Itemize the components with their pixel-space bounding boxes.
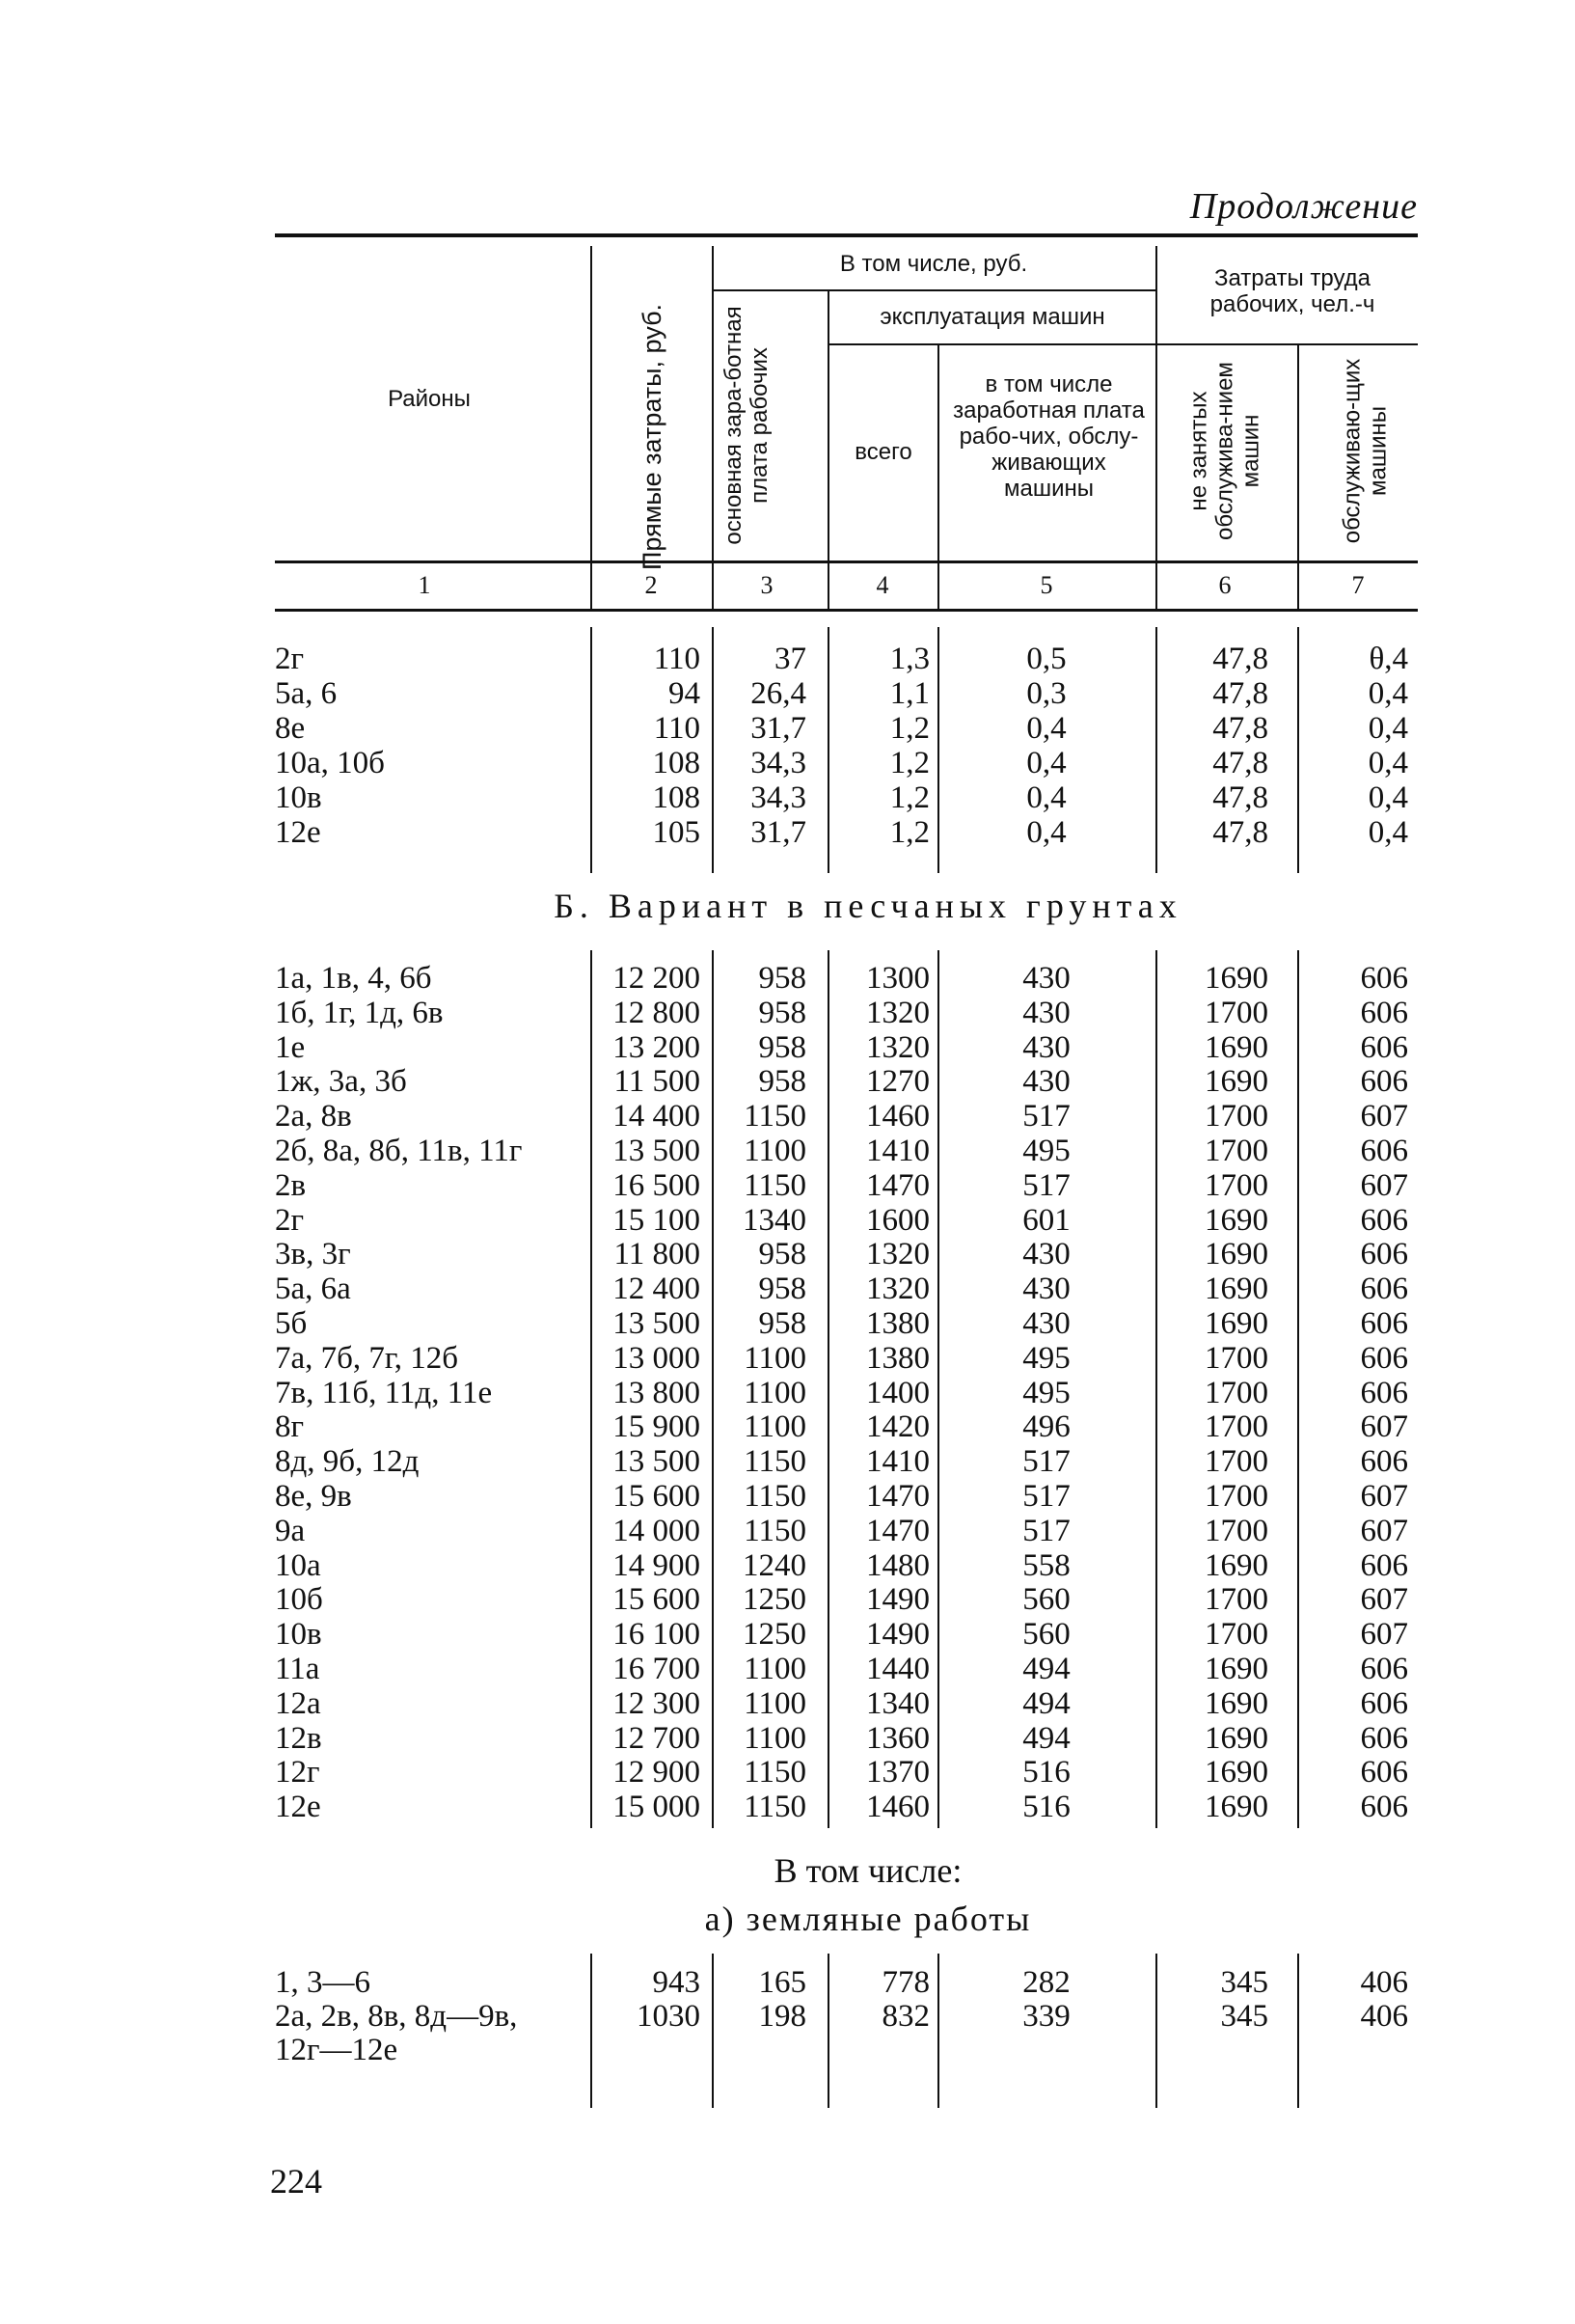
row-cell-value: 1690 (1205, 1237, 1268, 1272)
row-cell-value: 0,4 (1368, 815, 1408, 850)
row-cell-value: 958 (758, 1064, 806, 1100)
row-cell-value: 1360 (866, 1720, 930, 1756)
row-region-label: 10а (275, 1547, 321, 1583)
col-number: 1 (418, 571, 431, 599)
row-cell-value: 496 (1022, 1409, 1071, 1445)
row-cell-value: 606 (1360, 1685, 1408, 1721)
row-cell-value: 1700 (1205, 1582, 1268, 1618)
header-labor-group: Затраты труда рабочих, чел.-ч (1209, 265, 1375, 317)
row-cell-value: 606 (1360, 1375, 1408, 1410)
row-region-label: 9а (275, 1513, 306, 1548)
row-cell-value: 430 (1022, 1271, 1071, 1307)
body-divider (937, 1954, 939, 2108)
col-number: 4 (876, 571, 889, 599)
row-cell-value: 1470 (866, 1479, 930, 1514)
row-cell-value: 1,3 (889, 642, 930, 676)
row-cell-value: 958 (758, 961, 806, 996)
row-cell-value: 1150 (744, 1790, 806, 1825)
row-cell-value: 1690 (1205, 1306, 1268, 1341)
header-rayony: Районы (388, 386, 471, 412)
row-cell-value: 1250 (743, 1582, 806, 1618)
row-cell-value: 560 (1022, 1617, 1071, 1653)
row-cell-value: 1490 (866, 1617, 930, 1653)
row-cell-value: 495 (1022, 1340, 1071, 1376)
row-region-label: 12а (275, 1685, 321, 1721)
row-cell-value: 0,4 (1368, 746, 1408, 780)
row-cell-value: 1700 (1205, 995, 1268, 1030)
number-divider (828, 563, 829, 609)
row-cell-value: 1100 (744, 1720, 806, 1756)
header-bottom-rule (275, 560, 1418, 563)
row-cell-value: 606 (1360, 1720, 1408, 1756)
section-b-title: Б. Вариант в песчаных грунтах (554, 887, 1182, 925)
row-cell-value: 0,4 (1368, 676, 1408, 711)
row-region-label: 11а (275, 1652, 320, 1686)
row-cell-value: 1150 (744, 1444, 806, 1480)
row-region-label: 1е (275, 1029, 306, 1065)
row-cell-value: 606 (1360, 1134, 1408, 1168)
row-cell-value: 198 (758, 1999, 806, 2034)
labor-group-rule (1157, 343, 1418, 345)
row-cell-value: 12 400 (612, 1271, 700, 1307)
row-region-label: 8д, 9б, 12д (275, 1444, 420, 1480)
row-cell-value: 1600 (866, 1202, 930, 1238)
row-cell-value: 1700 (1205, 1340, 1268, 1376)
row-cell-value: 11 500 (613, 1064, 700, 1100)
row-region-label: 10в (275, 1617, 322, 1653)
row-cell-value: 494 (1022, 1720, 1071, 1756)
row-cell-value: 1700 (1205, 1099, 1268, 1135)
body-divider (712, 950, 714, 1828)
row-region-label: 2а, 8в (275, 1099, 352, 1135)
row-cell-value: 13 000 (612, 1340, 700, 1376)
row-region-label: 12е (275, 815, 321, 850)
row-cell-value: 517 (1022, 1444, 1071, 1480)
row-cell-value: 606 (1360, 961, 1408, 996)
row-region-label: 7а, 7б, 7г, 12б (275, 1340, 459, 1376)
row-cell-value: 430 (1022, 995, 1071, 1030)
row-cell-value: 943 (652, 1965, 700, 2000)
row-region-label: 7в, 11б, 11д, 11е (275, 1375, 493, 1410)
row-cell-value: 108 (652, 746, 700, 780)
row-cell-value: 1320 (866, 1029, 930, 1065)
row-cell-value: 958 (758, 1306, 806, 1341)
row-cell-value: 1,2 (889, 780, 930, 815)
row-cell-value: 0,4 (1026, 780, 1067, 815)
row-cell-value: 105 (652, 815, 700, 850)
row-cell-value: 1410 (866, 1134, 930, 1168)
body-divider (712, 627, 714, 873)
row-cell-value: 1690 (1205, 1652, 1268, 1686)
col-number: 3 (760, 571, 774, 599)
body-divider (1155, 1954, 1157, 2108)
row-cell-value: 606 (1360, 1237, 1408, 1272)
row-cell-value: 12 900 (612, 1755, 700, 1791)
row-region-label: 5а, 6 (275, 676, 338, 711)
row-cell-value: 495 (1022, 1134, 1071, 1168)
row-cell-value: 11 800 (613, 1237, 700, 1272)
body-divider (937, 950, 939, 1828)
row-cell-value: 31,7 (750, 711, 806, 746)
row-cell-value: 12 300 (612, 1685, 700, 1721)
row-cell-value: 778 (882, 1965, 930, 2000)
header-basic-wage: основная зара-ботная плата рабочих (720, 306, 773, 545)
row-cell-value: 15 600 (612, 1479, 700, 1514)
row-cell-value: 607 (1360, 1582, 1408, 1618)
row-cell-value: 47,8 (1212, 780, 1268, 815)
row-cell-value: 110 (653, 711, 700, 746)
row-cell-value: 1300 (866, 961, 930, 996)
row-cell-value: 606 (1360, 1547, 1408, 1583)
row-cell-value: 517 (1022, 1099, 1071, 1135)
row-cell-value: 12 800 (612, 995, 700, 1030)
row-cell-value: 1400 (866, 1375, 930, 1410)
body-divider (1297, 950, 1299, 1828)
row-cell-value: 1100 (744, 1340, 806, 1376)
row-region-label: 1б, 1г, 1д, 6в (275, 995, 444, 1030)
row-cell-value: 517 (1022, 1167, 1071, 1203)
row-cell-value: 15 100 (612, 1202, 700, 1238)
row-cell-value: 1470 (866, 1513, 930, 1548)
number-divider (1155, 563, 1157, 609)
row-cell-value: 12 200 (612, 961, 700, 996)
row-cell-value: 1690 (1205, 1547, 1268, 1583)
body-divider (828, 627, 829, 873)
header-machines-group: эксплуатация машин (880, 304, 1105, 330)
machines-group-rule (829, 343, 1155, 345)
row-cell-value: 47,8 (1212, 746, 1268, 780)
row-cell-value: 430 (1022, 961, 1071, 996)
row-cell-value: 560 (1022, 1582, 1071, 1618)
row-cell-value: 110 (653, 642, 700, 676)
row-cell-value: 1380 (866, 1340, 930, 1376)
row-region-label: 8г (275, 1409, 305, 1445)
row-cell-value: 13 500 (612, 1134, 700, 1168)
section-c-subtitle: а) земляные работы (704, 1900, 1032, 1938)
row-cell-value: 339 (1022, 1999, 1071, 2034)
row-cell-value: 601 (1022, 1202, 1071, 1238)
row-cell-value: 516 (1022, 1755, 1071, 1791)
row-cell-value: 606 (1360, 1064, 1408, 1100)
row-cell-value: θ,4 (1369, 642, 1408, 676)
row-cell-value: 1,2 (889, 746, 930, 780)
row-cell-value: 345 (1220, 1999, 1268, 2034)
row-cell-value: 607 (1360, 1617, 1408, 1653)
money-group-rule (712, 289, 1155, 291)
row-cell-value: 607 (1360, 1479, 1408, 1514)
section-c-title: В том числе: (774, 1851, 963, 1890)
row-cell-value: 1,2 (889, 815, 930, 850)
row-cell-value: 1370 (866, 1755, 930, 1791)
row-cell-value: 606 (1360, 995, 1408, 1030)
row-cell-value: 1100 (744, 1652, 806, 1686)
row-region-label: 10в (275, 780, 322, 815)
row-cell-value: 0,3 (1026, 676, 1067, 711)
row-cell-value: 12 700 (612, 1720, 700, 1756)
row-cell-value: 1690 (1205, 1202, 1268, 1238)
row-cell-value: 958 (758, 995, 806, 1030)
row-cell-value: 14 400 (612, 1099, 700, 1135)
row-cell-value: 282 (1022, 1965, 1071, 2000)
row-cell-value: 1150 (744, 1479, 806, 1514)
row-cell-value: 14 000 (612, 1513, 700, 1548)
row-cell-value: 1690 (1205, 1790, 1268, 1825)
row-cell-value: 1,1 (889, 676, 930, 711)
col-number: 6 (1218, 571, 1232, 599)
row-cell-value: 1690 (1205, 1755, 1268, 1791)
continuation-label: Продолжение (1189, 186, 1418, 227)
row-cell-value: 832 (882, 1999, 930, 2034)
row-cell-value: 1690 (1205, 1029, 1268, 1065)
header-total: всего (855, 439, 912, 465)
row-region-label: 2в (275, 1167, 307, 1203)
row-cell-value: 430 (1022, 1306, 1071, 1341)
row-cell-value: 165 (758, 1965, 806, 2000)
row-cell-value: 606 (1360, 1340, 1408, 1376)
row-cell-value: 1340 (866, 1685, 930, 1721)
row-region-label: 8е (275, 711, 306, 746)
row-cell-value: 15 000 (612, 1790, 700, 1825)
row-cell-value: 94 (668, 676, 700, 711)
row-cell-value: 958 (758, 1029, 806, 1065)
row-cell-value: 1690 (1205, 1064, 1268, 1100)
row-cell-value: 406 (1360, 1999, 1408, 2034)
number-divider (937, 563, 939, 609)
row-cell-value: 15 900 (612, 1409, 700, 1445)
row-region-label: 2г (275, 1202, 305, 1238)
body-divider (828, 1954, 829, 2108)
row-region-label: 12г (275, 1755, 320, 1791)
row-cell-value: 607 (1360, 1513, 1408, 1548)
header-divider (937, 345, 939, 560)
row-cell-value: 1700 (1205, 1167, 1268, 1203)
row-cell-value: 406 (1360, 1965, 1408, 2000)
row-cell-value: 1320 (866, 995, 930, 1030)
row-cell-value: 37 (774, 642, 806, 676)
row-cell-value: 0,4 (1026, 746, 1067, 780)
row-cell-value: 430 (1022, 1064, 1071, 1100)
row-cell-value: 517 (1022, 1513, 1071, 1548)
row-region-label: 3в, 3г (275, 1237, 351, 1272)
numbers-bottom-rule (275, 609, 1418, 612)
row-cell-value: 607 (1360, 1167, 1408, 1203)
row-region-label: 8е, 9в (275, 1479, 352, 1514)
row-cell-value: 1150 (744, 1513, 806, 1548)
row-cell-value: 430 (1022, 1029, 1071, 1065)
row-region-label: 1а, 1в, 4, 6б (275, 961, 432, 996)
number-divider (712, 563, 714, 609)
col-number: 5 (1040, 571, 1053, 599)
row-cell-value: 1470 (866, 1167, 930, 1203)
row-cell-value: 494 (1022, 1652, 1071, 1686)
row-cell-value: 1150 (744, 1099, 806, 1135)
row-cell-value: 958 (758, 1237, 806, 1272)
row-cell-value: 0,4 (1026, 815, 1067, 850)
row-cell-value: 1700 (1205, 1134, 1268, 1168)
row-cell-value: 13 200 (612, 1029, 700, 1065)
header-not-serving: не занятых обслужива-нием машин (1185, 362, 1264, 540)
row-cell-value: 606 (1360, 1790, 1408, 1825)
row-cell-value: 1700 (1205, 1617, 1268, 1653)
header-divider (1297, 345, 1299, 560)
row-cell-value: 15 600 (612, 1582, 700, 1618)
row-cell-value: 1150 (744, 1755, 806, 1791)
header-machine-wage: в том числе заработная плата рабо-чих, обслу-живающих машины (953, 371, 1145, 502)
row-cell-value: 1700 (1205, 1375, 1268, 1410)
row-cell-value: 1410 (866, 1444, 930, 1480)
row-cell-value: 16 100 (612, 1617, 700, 1653)
row-cell-value: 34,3 (750, 746, 806, 780)
header-money-group: В том числе, руб. (839, 251, 1028, 277)
row-cell-value: 558 (1022, 1547, 1071, 1583)
row-cell-value: 1690 (1205, 1720, 1268, 1756)
row-cell-value: 1440 (866, 1652, 930, 1686)
row-cell-value: 0,4 (1368, 780, 1408, 815)
body-divider (1297, 627, 1299, 873)
row-cell-value: 1150 (744, 1167, 806, 1203)
row-cell-value: 1700 (1205, 1479, 1268, 1514)
row-cell-value: 430 (1022, 1237, 1071, 1272)
body-divider (1297, 1954, 1299, 2108)
row-cell-value: 1690 (1205, 961, 1268, 996)
header-divider (590, 246, 592, 560)
row-cell-value: 345 (1220, 1965, 1268, 2000)
row-cell-value: 606 (1360, 1202, 1408, 1238)
row-region-label: 10а, 10б (275, 746, 385, 780)
row-cell-value: 1030 (637, 1999, 700, 2034)
row-cell-value: 1240 (743, 1547, 806, 1583)
row-cell-value: 1420 (866, 1409, 930, 1445)
row-cell-value: 0,4 (1026, 711, 1067, 746)
row-cell-value: 1700 (1205, 1513, 1268, 1548)
header-divider (1155, 246, 1157, 560)
row-cell-value: 16 700 (612, 1652, 700, 1686)
row-cell-value: 958 (758, 1271, 806, 1307)
row-cell-value: 1340 (743, 1202, 806, 1238)
row-cell-value: 0,4 (1368, 711, 1408, 746)
row-cell-value: 14 900 (612, 1547, 700, 1583)
row-cell-value: 494 (1022, 1685, 1071, 1721)
row-cell-value: 1320 (866, 1271, 930, 1307)
row-cell-value: 34,3 (750, 780, 806, 815)
row-cell-value: 1700 (1205, 1409, 1268, 1445)
row-cell-value: 1270 (866, 1064, 930, 1100)
row-region-label: 5б (275, 1306, 308, 1341)
row-region-label: 12в (275, 1720, 322, 1756)
row-cell-value: 606 (1360, 1306, 1408, 1341)
row-cell-value: 13 500 (612, 1306, 700, 1341)
table-top-rule (275, 233, 1418, 237)
row-cell-value: 606 (1360, 1755, 1408, 1791)
row-region-label: 5а, 6а (275, 1271, 351, 1307)
row-cell-value: 1690 (1205, 1271, 1268, 1307)
row-cell-value: 1460 (866, 1099, 930, 1135)
row-cell-value: 606 (1360, 1271, 1408, 1307)
row-cell-value: 495 (1022, 1375, 1071, 1410)
row-cell-value: 47,8 (1212, 642, 1268, 676)
row-cell-value: 26,4 (750, 676, 806, 711)
row-cell-value: 1700 (1205, 1444, 1268, 1480)
header-serving: обслуживаю-щих машины (1339, 358, 1391, 544)
row-cell-value: 108 (652, 780, 700, 815)
row-cell-value: 1320 (866, 1237, 930, 1272)
body-divider (712, 1954, 714, 2108)
row-cell-value: 1380 (866, 1306, 930, 1341)
row-cell-value: 1100 (744, 1134, 806, 1168)
row-cell-value: 47,8 (1212, 711, 1268, 746)
row-cell-value: 13 500 (612, 1444, 700, 1480)
col-number: 7 (1351, 571, 1365, 599)
row-cell-value: 16 500 (612, 1167, 700, 1203)
row-cell-value: 0,5 (1026, 642, 1067, 676)
row-cell-value: 517 (1022, 1479, 1071, 1514)
body-divider (1155, 950, 1157, 1828)
row-cell-value: 607 (1360, 1409, 1408, 1445)
row-region-label: 2г (275, 642, 305, 676)
row-cell-value: 1480 (866, 1547, 930, 1583)
col-number: 2 (644, 571, 658, 599)
body-divider (828, 950, 829, 1828)
row-cell-value: 606 (1360, 1029, 1408, 1065)
number-divider (590, 563, 592, 609)
row-region-label: 12г—12е (275, 2033, 398, 2067)
row-cell-value: 1490 (866, 1582, 930, 1618)
number-divider (1297, 563, 1299, 609)
row-cell-value: 47,8 (1212, 815, 1268, 850)
row-region-label: 1, 3—6 (275, 1965, 370, 2000)
row-cell-value: 1250 (743, 1617, 806, 1653)
row-cell-value: 1,2 (889, 711, 930, 746)
row-cell-value: 1690 (1205, 1685, 1268, 1721)
body-divider (937, 627, 939, 873)
row-cell-value: 1100 (744, 1375, 806, 1410)
row-cell-value: 606 (1360, 1444, 1408, 1480)
row-region-label: 12е (275, 1790, 321, 1825)
row-cell-value: 13 800 (612, 1375, 700, 1410)
row-cell-value: 1460 (866, 1790, 930, 1825)
row-region-label: 10б (275, 1582, 323, 1618)
row-cell-value: 1100 (744, 1409, 806, 1445)
row-cell-value: 607 (1360, 1099, 1408, 1135)
header-divider (828, 291, 829, 560)
row-cell-value: 606 (1360, 1652, 1408, 1686)
row-cell-value: 516 (1022, 1790, 1071, 1825)
row-region-label: 2а, 2в, 8в, 8д—9в, (275, 1999, 518, 2034)
row-cell-value: 31,7 (750, 815, 806, 850)
page-number: 224 (270, 2162, 322, 2201)
row-cell-value: 47,8 (1212, 676, 1268, 711)
row-region-label: 2б, 8а, 8б, 11в, 11г (275, 1134, 523, 1168)
row-region-label: 1ж, 3а, 3б (275, 1064, 407, 1100)
row-cell-value: 1100 (744, 1685, 806, 1721)
header-direct-costs: Прямые затраты, руб. (637, 303, 666, 571)
body-divider (1155, 627, 1157, 873)
